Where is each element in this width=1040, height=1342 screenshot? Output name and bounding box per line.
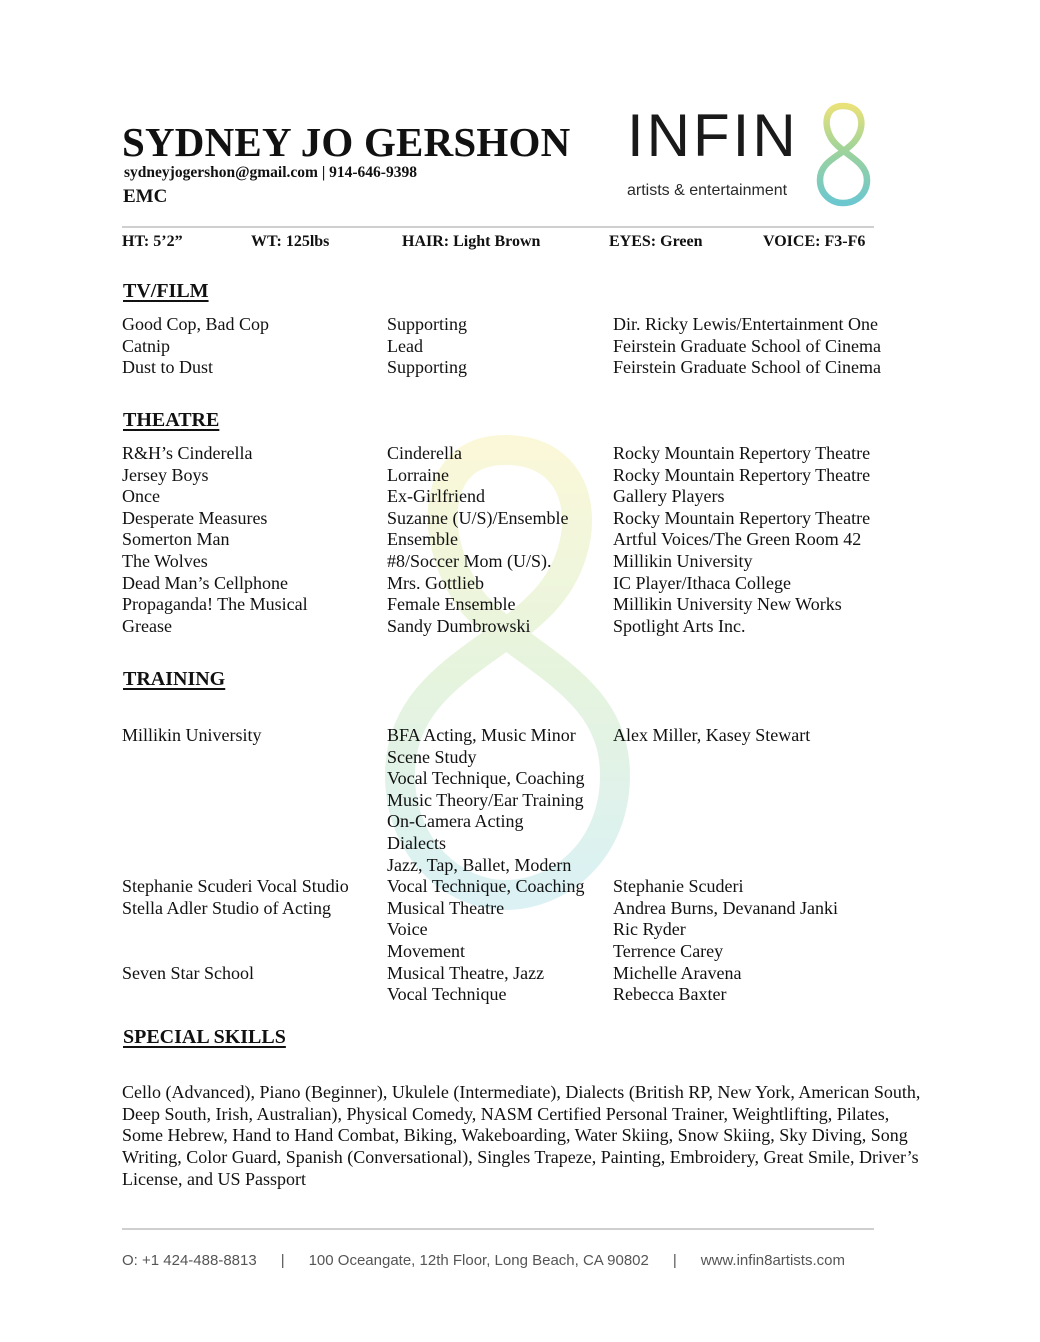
theatre-row (0, 550, 1040, 572)
credit-title: Dead Man’s Cellphone (122, 572, 288, 593)
credit-venue: Michelle Aravena (613, 962, 742, 983)
section-heading-tv-film: TV/FILM (123, 280, 209, 302)
credit-title: The Wolves (122, 551, 208, 571)
credit-role: Suzanne (U/S)/Ensemble (387, 507, 569, 528)
credit-role: Lead (387, 335, 423, 356)
header-divider (122, 226, 874, 228)
credit-title: Propaganda! The Musical (122, 594, 308, 615)
theatre-row (0, 615, 1040, 637)
credit-venue: Andrea Burns, Devanand Janki (613, 897, 838, 918)
credit-venue: Feirstein Graduate School of Cinema (613, 335, 881, 356)
theatre-row (0, 485, 1040, 507)
credit-role: Mrs. Gottlieb (387, 572, 484, 593)
training-row (0, 983, 1040, 1005)
credit-role: Supporting (387, 314, 468, 334)
footer-website[interactable]: www.infin8artists.com (700, 1252, 845, 1269)
credit-title: Somerton Man (122, 529, 230, 550)
stat-eyes: EYES: Green (609, 233, 703, 250)
footer-address: 100 Oceangate, 12th Floor, Long Beach, CA 90802 (308, 1252, 649, 1269)
tv-film-row (0, 335, 1040, 357)
credit-title: Seven Star School (122, 962, 254, 983)
stat-hair: HAIR: Light Brown (402, 233, 541, 250)
credit-role: Supporting (387, 357, 468, 377)
credit-title: Good Cop, Bad Cop (122, 314, 270, 334)
agency-footer (122, 1252, 845, 1269)
credit-venue: Millikin University New Works (613, 594, 842, 615)
credit-venue: Stephanie Scuderi (613, 876, 744, 897)
footer-separator: | (672, 1252, 677, 1269)
credit-venue: Rocky Mountain Repertory Theatre (613, 443, 871, 463)
credit-venue: IC Player/Ithaca College (613, 572, 791, 593)
credit-role: Dialects (387, 833, 446, 853)
training-row (0, 789, 1040, 811)
footer-divider (122, 1228, 874, 1230)
logo-tagline: artists & entertainment (627, 182, 788, 199)
footer-phone: O: +1 424-488-8813 (122, 1252, 257, 1269)
credit-title: Dust to Dust (122, 357, 214, 377)
training-row (0, 746, 1040, 768)
stat-voice: VOICE: F3-F6 (763, 233, 866, 250)
credit-role: Lorraine (387, 464, 449, 485)
credit-role: Musical Theatre (387, 897, 505, 918)
credit-venue: Spotlight Arts Inc. (613, 615, 746, 636)
credit-role: Scene Study (387, 746, 477, 767)
training-row (0, 767, 1040, 789)
contact-info: sydneyjogershon@gmail.com | 914-646-9398 (124, 164, 417, 181)
credit-venue: Dir. Ricky Lewis/Entertainment One (613, 314, 878, 334)
credit-title: R&H’s Cinderella (122, 443, 253, 463)
footer-separator: | (280, 1252, 285, 1269)
theatre-row (0, 593, 1040, 615)
credit-role: BFA Acting, Music Minor (387, 725, 576, 745)
training-row (0, 810, 1040, 832)
credit-role: Voice (387, 919, 428, 940)
stat-height: HT: 5’2” (122, 233, 183, 250)
credit-venue: Alex Miller, Kasey Stewart (613, 725, 811, 745)
credit-venue: Ric Ryder (613, 919, 686, 940)
training-row (0, 724, 1040, 746)
credit-venue: Millikin University (613, 551, 753, 571)
training-row (0, 832, 1040, 854)
credit-role: On-Camera Acting (387, 811, 524, 832)
credit-venue: Artful Voices/The Green Room 42 (613, 529, 862, 550)
credit-venue: Feirstein Graduate School of Cinema (613, 357, 881, 377)
theatre-row (0, 507, 1040, 529)
training-row (0, 940, 1040, 962)
credit-role: Ensemble (387, 529, 458, 550)
credit-role: Music Theory/Ear Training (387, 789, 584, 810)
credit-title: Stephanie Scuderi Vocal Studio (122, 876, 349, 897)
stat-weight: WT: 125lbs (251, 233, 330, 250)
logo-wordmark: INFIN (627, 102, 799, 169)
training-row (0, 897, 1040, 919)
section-heading-training: TRAINING (123, 668, 226, 690)
credit-venue: Gallery Players (613, 486, 725, 507)
tv-film-row (0, 313, 1040, 335)
theatre-row (0, 464, 1040, 486)
credit-title: Jersey Boys (122, 464, 209, 485)
performer-name: SYDNEY JO GERSHON (122, 119, 571, 165)
credit-venue: Rocky Mountain Repertory Theatre (613, 507, 871, 528)
credit-role: Musical Theatre, Jazz (387, 962, 545, 983)
credit-title: Once (122, 486, 160, 507)
credit-role: #8/Soccer Mom (U/S). (387, 551, 552, 571)
credit-role: Vocal Technique (387, 984, 507, 1005)
section-heading-special-skills: SPECIAL SKILLS (123, 1026, 286, 1048)
credit-role: Vocal Technique, Coaching (387, 876, 585, 897)
credit-title: Stella Adler Studio of Acting (122, 897, 331, 918)
credit-venue: Rocky Mountain Repertory Theatre (613, 464, 871, 485)
theatre-row (0, 442, 1040, 464)
union-status: EMC (123, 186, 168, 207)
training-row (0, 875, 1040, 897)
credit-role: Cinderella (387, 443, 462, 463)
credit-title: Grease (122, 615, 172, 636)
theatre-row (0, 528, 1040, 550)
credit-title: Catnip (122, 335, 170, 356)
agency-logo (622, 100, 874, 208)
credit-role: Movement (387, 941, 465, 961)
credit-role: Vocal Technique, Coaching (387, 768, 585, 789)
theatre-row (0, 572, 1040, 594)
credit-role: Jazz, Tap, Ballet, Modern (387, 854, 572, 875)
training-row (0, 962, 1040, 984)
credit-venue: Terrence Carey (613, 941, 724, 961)
section-heading-theatre: THEATRE (123, 409, 220, 431)
training-row (0, 918, 1040, 940)
special-skills-text: Cello (Advanced), Piano (Beginner), Ukulele (Intermediate), Dialects (British RP, New York, American South, Deep South, Irish, Australian), Physical Comedy, NASM Certified Personal Trainer, Weightlifting, Pilates, Some Hebrew, Hand to Hand Combat, Biking, Wakeboarding, Water Skiing, Snow Skiing, Sky Diving, Song Writing, Color Guard, Spanish (Conversational), Singles Trapeze, Painting, Embroidery, Great Smile, Driver’s License, and US Passport (122, 1082, 921, 1189)
credit-title: Desperate Measures (122, 507, 268, 528)
training-row (0, 854, 1040, 876)
credit-role: Sandy Dumbrowski (387, 615, 531, 636)
credit-role: Female Ensemble (387, 594, 516, 615)
tv-film-row (0, 356, 1040, 378)
credit-role: Ex-Girlfriend (387, 486, 485, 507)
credit-venue: Rebecca Baxter (613, 984, 727, 1005)
logo-figure-eight-icon (812, 100, 874, 208)
credit-title: Millikin University (122, 725, 262, 745)
